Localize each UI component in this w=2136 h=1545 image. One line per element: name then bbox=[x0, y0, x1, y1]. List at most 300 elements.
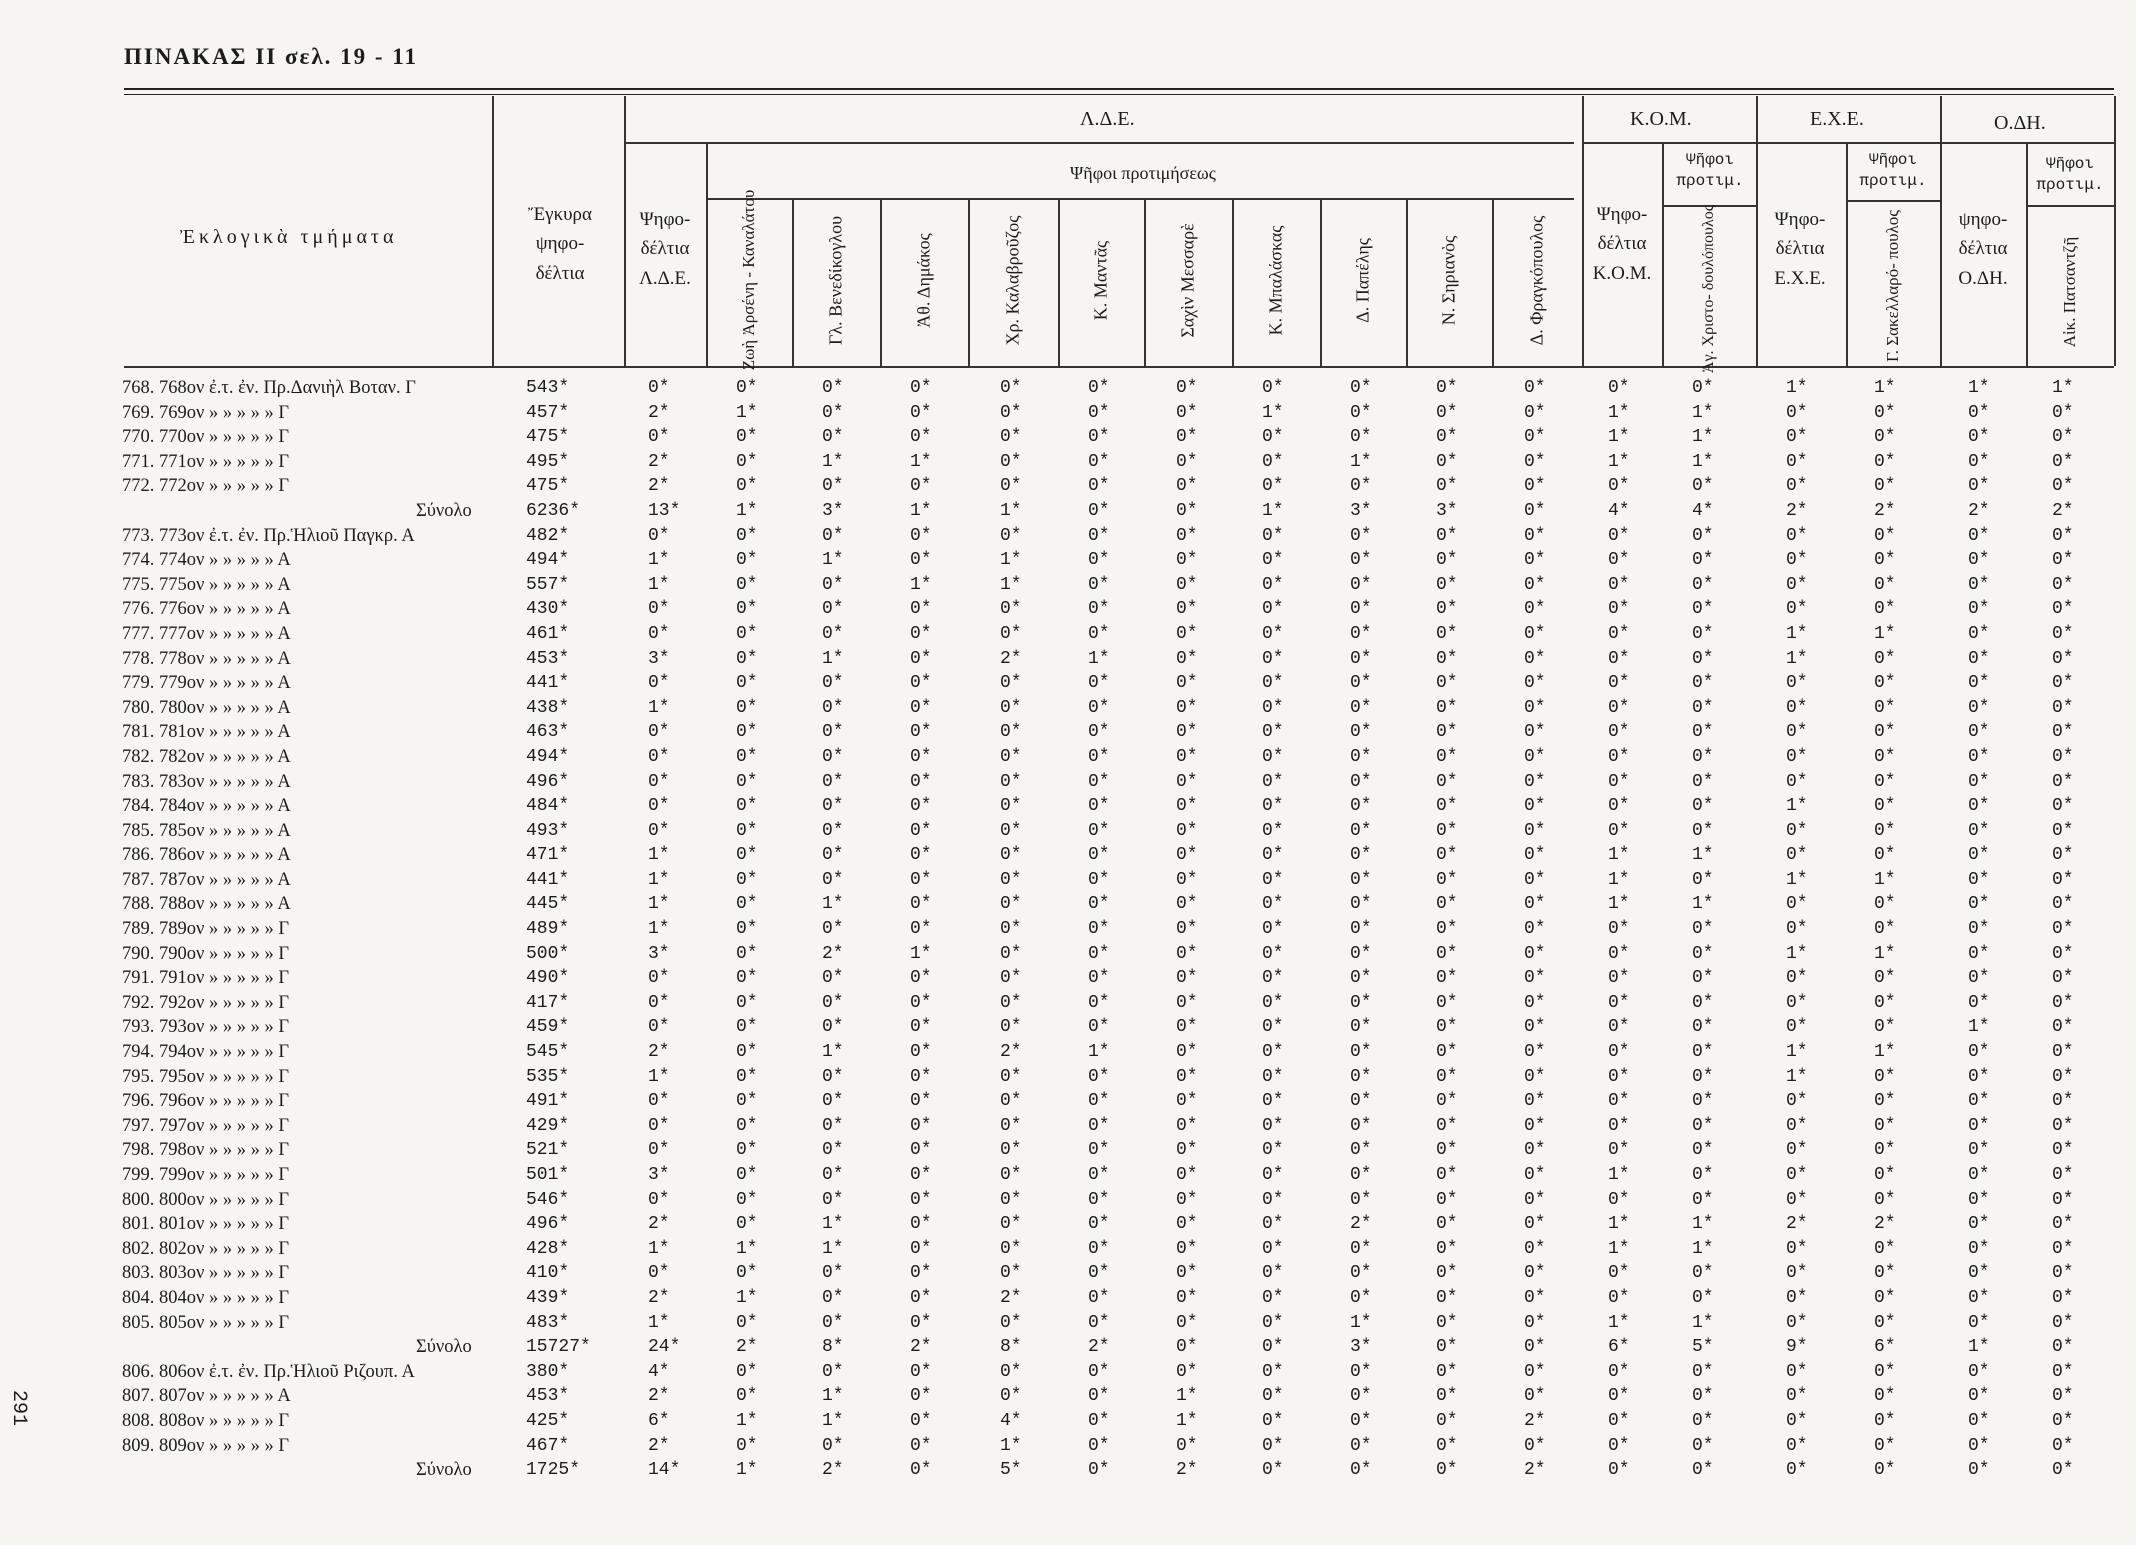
vote-cell: 9* bbox=[1786, 1337, 1808, 1358]
vote-cell: 1* bbox=[1786, 378, 1808, 398]
vote-cell: 0* bbox=[1968, 1312, 1990, 1333]
vote-cell: 1* bbox=[1874, 378, 1896, 398]
vote-cell: 0* bbox=[1692, 1140, 1714, 1161]
vote-cell: 0* bbox=[1000, 378, 1022, 398]
vote-cell: 0* bbox=[736, 746, 758, 767]
vote-cell: 2* bbox=[1176, 1460, 1198, 1481]
vote-cell: 0* bbox=[1350, 1287, 1372, 1308]
vote-cell: 2* bbox=[648, 402, 670, 423]
vote-cell: 0* bbox=[1176, 869, 1198, 890]
vote-cell: 1* bbox=[1608, 1312, 1630, 1333]
header-kom: Κ.Ο.Μ. bbox=[1630, 108, 1692, 130]
vote-cell: 0* bbox=[1608, 550, 1630, 571]
table-row bbox=[0, 698, 2136, 723]
section-label: 784. 784ον » » » » » Α bbox=[122, 796, 291, 817]
vote-cell: 0* bbox=[1176, 673, 1198, 694]
vote-cell: 1* bbox=[2052, 378, 2074, 398]
valid-ballots-cell: 543* bbox=[526, 378, 570, 398]
vote-cell: 0* bbox=[1088, 550, 1110, 571]
vote-cell: 0* bbox=[1608, 623, 1630, 644]
header-ade: Λ.Δ.Ε. bbox=[1080, 108, 1135, 130]
vote-cell: 1* bbox=[1608, 845, 1630, 866]
vote-cell: 0* bbox=[1524, 697, 1546, 718]
vote-cell: 0* bbox=[822, 820, 844, 841]
section-label: 776. 776ον » » » » » Α bbox=[122, 599, 291, 620]
vote-cell: 0* bbox=[1176, 1337, 1198, 1358]
table-row bbox=[0, 599, 2136, 624]
vote-cell: 0* bbox=[1874, 427, 1896, 448]
vote-cell: 0* bbox=[1786, 1140, 1808, 1161]
vote-cell: 0* bbox=[1436, 1017, 1458, 1038]
table-row bbox=[0, 1091, 2136, 1116]
vote-cell: 0* bbox=[1874, 1460, 1896, 1481]
vote-cell: 0* bbox=[1088, 722, 1110, 743]
vote-cell: 0* bbox=[1524, 623, 1546, 644]
vote-cell: 0* bbox=[1968, 1410, 1990, 1431]
vote-cell: 0* bbox=[1608, 599, 1630, 620]
vote-cell: 0* bbox=[648, 1263, 670, 1284]
vote-cell: 0* bbox=[1608, 1042, 1630, 1063]
vote-cell: 0* bbox=[736, 378, 758, 398]
vote-cell: 2* bbox=[648, 1287, 670, 1308]
vote-cell: 0* bbox=[1524, 476, 1546, 497]
table-row bbox=[0, 1165, 2136, 1190]
vote-cell: 0* bbox=[736, 1115, 758, 1136]
table-row bbox=[0, 1313, 2136, 1338]
vote-cell: 0* bbox=[1968, 869, 1990, 890]
vote-cell: 0* bbox=[1000, 673, 1022, 694]
vote-cell: 0* bbox=[736, 476, 758, 497]
vote-cell: 0* bbox=[910, 919, 932, 940]
vote-cell: 0* bbox=[2052, 722, 2074, 743]
vote-cell: 0* bbox=[1874, 1115, 1896, 1136]
vote-cell: 0* bbox=[1874, 1165, 1896, 1185]
section-label: 785. 785ον » » » » » Α bbox=[122, 820, 291, 841]
vote-cell: 0* bbox=[1088, 845, 1110, 866]
vote-cell: 0* bbox=[1968, 673, 1990, 694]
vote-cell: 1* bbox=[1692, 845, 1714, 866]
vote-cell: 0* bbox=[1350, 919, 1372, 940]
vote-cell: 0* bbox=[1350, 1386, 1372, 1407]
vote-cell: 0* bbox=[1262, 673, 1284, 694]
vote-cell: 0* bbox=[1176, 1165, 1198, 1185]
vote-cell: 0* bbox=[736, 869, 758, 890]
vote-cell: 0* bbox=[1262, 648, 1284, 669]
vote-cell: 1* bbox=[1608, 1214, 1630, 1235]
vote-cell: 0* bbox=[2052, 1263, 2074, 1284]
vote-cell: 0* bbox=[1968, 599, 1990, 620]
valid-ballots-cell: 557* bbox=[526, 574, 570, 595]
vote-cell: 0* bbox=[822, 722, 844, 743]
vote-cell: 0* bbox=[1436, 476, 1458, 497]
candidate-3: Ἀθ. Δημάκος bbox=[913, 233, 934, 328]
vote-cell: 0* bbox=[1874, 648, 1896, 669]
vote-cell: 0* bbox=[2052, 894, 2074, 915]
vote-cell: 0* bbox=[1874, 894, 1896, 915]
vote-cell: 0* bbox=[2052, 820, 2074, 841]
table-row bbox=[0, 821, 2136, 846]
table-row bbox=[0, 944, 2136, 969]
table-row bbox=[0, 403, 2136, 428]
vote-cell: 0* bbox=[1000, 796, 1022, 817]
vote-cell: 0* bbox=[736, 796, 758, 817]
valid-ballots-cell: 6236* bbox=[526, 500, 581, 521]
vote-cell: 2* bbox=[1524, 1460, 1546, 1481]
section-label: 802. 802ον » » » » » Γ bbox=[122, 1238, 290, 1259]
vote-cell: 0* bbox=[736, 1312, 758, 1333]
vote-cell: 0* bbox=[1874, 771, 1896, 792]
vote-cell: 0* bbox=[1608, 1460, 1630, 1481]
header-bottom-rule bbox=[124, 366, 2114, 368]
page-number: 291 bbox=[7, 1390, 30, 1427]
vote-cell: 1* bbox=[910, 451, 932, 472]
vote-cell: 0* bbox=[1524, 1263, 1546, 1284]
vote-cell: 0* bbox=[822, 1189, 844, 1210]
vote-cell: 0* bbox=[1000, 919, 1022, 940]
table-row bbox=[0, 772, 2136, 797]
vote-cell: 0* bbox=[822, 1115, 844, 1136]
valid-ballots-cell: 425* bbox=[526, 1410, 570, 1431]
vline-1 bbox=[492, 96, 494, 366]
vote-cell: 0* bbox=[1000, 1214, 1022, 1235]
vote-cell: 0* bbox=[1088, 599, 1110, 620]
vote-cell: 2* bbox=[1786, 1214, 1808, 1235]
vote-cell: 5* bbox=[1000, 1460, 1022, 1481]
candidate-exe: Γ. Σακελλαρό- πουλος bbox=[1883, 209, 1902, 363]
vote-cell: 0* bbox=[910, 1115, 932, 1136]
vote-cell: 2* bbox=[822, 943, 844, 964]
vote-cell: 0* bbox=[910, 1238, 932, 1259]
vote-cell: 0* bbox=[1176, 1189, 1198, 1210]
vote-cell: 0* bbox=[1786, 1386, 1808, 1407]
top-rule bbox=[124, 88, 2114, 90]
vote-cell: 0* bbox=[1524, 820, 1546, 841]
vote-cell: 0* bbox=[1436, 869, 1458, 890]
vote-cell: 0* bbox=[1262, 623, 1284, 644]
vote-cell: 0* bbox=[1608, 525, 1630, 546]
vote-cell: 0* bbox=[1786, 820, 1808, 841]
section-label: 788. 788ον » » » » » Α bbox=[122, 894, 291, 915]
vote-cell: 0* bbox=[1350, 1435, 1372, 1456]
vote-cell: 0* bbox=[1000, 1165, 1022, 1185]
vote-cell: 0* bbox=[1176, 1042, 1198, 1063]
vote-cell: 0* bbox=[1968, 1361, 1990, 1382]
vote-cell: 0* bbox=[2052, 746, 2074, 767]
vote-cell: 0* bbox=[1350, 1263, 1372, 1284]
table-row bbox=[0, 624, 2136, 649]
vote-cell: 0* bbox=[736, 574, 758, 595]
vote-cell: 0* bbox=[1692, 525, 1714, 546]
vote-cell: 0* bbox=[1524, 746, 1546, 767]
vote-cell: 0* bbox=[1436, 451, 1458, 472]
vote-cell: 0* bbox=[1436, 1189, 1458, 1210]
section-label: 805. 805ον » » » » » Γ bbox=[122, 1312, 290, 1333]
vote-cell: 0* bbox=[648, 378, 670, 398]
vote-cell: 1* bbox=[1608, 894, 1630, 915]
vote-cell: 0* bbox=[1968, 796, 1990, 817]
vote-cell: 0* bbox=[1350, 1115, 1372, 1136]
valid-ballots-cell: 500* bbox=[526, 943, 570, 964]
vote-cell: 0* bbox=[1350, 1140, 1372, 1161]
vote-cell: 0* bbox=[1692, 648, 1714, 669]
section-label: 792. 792ον » » » » » Γ bbox=[122, 992, 290, 1013]
vote-cell: 0* bbox=[1350, 697, 1372, 718]
vote-cell: 0* bbox=[822, 599, 844, 620]
vote-cell: 1* bbox=[736, 500, 758, 521]
valid-ballots-cell: 496* bbox=[526, 1214, 570, 1235]
vote-cell: 0* bbox=[1968, 1386, 1990, 1407]
candidate-kom: Ἀγ. Χριστο- δουλόπουλος bbox=[1700, 204, 1717, 374]
vote-cell: 2* bbox=[1874, 500, 1896, 521]
vote-cell: 0* bbox=[1786, 451, 1808, 472]
vote-cell: 0* bbox=[736, 771, 758, 792]
vote-cell: 0* bbox=[822, 402, 844, 423]
section-label: 809. 809ον » » » » » Γ bbox=[122, 1435, 290, 1456]
vote-cell: 0* bbox=[2052, 1287, 2074, 1308]
valid-ballots-cell: 457* bbox=[526, 402, 570, 423]
vote-cell: 0* bbox=[1786, 1017, 1808, 1038]
vote-cell: 0* bbox=[1692, 623, 1714, 644]
section-label: 790. 790ον » » » » » Γ bbox=[122, 943, 290, 964]
header-exe: Ε.Χ.Ε. bbox=[1810, 108, 1864, 130]
vote-cell: 0* bbox=[1968, 574, 1990, 595]
vote-cell: 0* bbox=[1088, 771, 1110, 792]
section-label: 808. 808ον » » » » » Γ bbox=[122, 1410, 290, 1431]
vote-cell: 0* bbox=[1968, 1214, 1990, 1235]
table-row bbox=[0, 894, 2136, 919]
vote-cell: 0* bbox=[1874, 1410, 1896, 1431]
vote-cell: 0* bbox=[1786, 574, 1808, 595]
vote-cell: 0* bbox=[1874, 1287, 1896, 1308]
vote-cell: 0* bbox=[648, 623, 670, 644]
vote-cell: 0* bbox=[1786, 673, 1808, 694]
vline-13 bbox=[1582, 96, 1584, 366]
vote-cell: 0* bbox=[1608, 722, 1630, 743]
vote-cell: 0* bbox=[1262, 845, 1284, 866]
vote-cell: 0* bbox=[1000, 894, 1022, 915]
vote-cell: 3* bbox=[648, 943, 670, 964]
vote-cell: 0* bbox=[1436, 894, 1458, 915]
vote-cell: 0* bbox=[736, 919, 758, 940]
table-row bbox=[0, 1362, 2136, 1387]
table-row bbox=[0, 1214, 2136, 1239]
vote-cell: 2* bbox=[2052, 500, 2074, 521]
vote-cell: 0* bbox=[1524, 1435, 1546, 1456]
vote-cell: 0* bbox=[1608, 673, 1630, 694]
vote-cell: 0* bbox=[2052, 771, 2074, 792]
vote-cell: 0* bbox=[1436, 796, 1458, 817]
vote-cell: 0* bbox=[1176, 722, 1198, 743]
vote-cell: 0* bbox=[1524, 648, 1546, 669]
vote-cell: 0* bbox=[1968, 1189, 1990, 1210]
vote-cell: 0* bbox=[1262, 1140, 1284, 1161]
vote-cell: 1* bbox=[822, 1410, 844, 1431]
vote-cell: 0* bbox=[2052, 919, 2074, 940]
vote-cell: 0* bbox=[1968, 1042, 1990, 1063]
vote-cell: 1* bbox=[648, 1066, 670, 1087]
vote-cell: 0* bbox=[910, 1263, 932, 1284]
vote-cell: 3* bbox=[1350, 500, 1372, 521]
vote-cell: 0* bbox=[1524, 1361, 1546, 1382]
vote-cell: 4* bbox=[1608, 500, 1630, 521]
vote-cell: 0* bbox=[1524, 1066, 1546, 1087]
vote-cell: 2* bbox=[1968, 500, 1990, 521]
vote-cell: 0* bbox=[1088, 427, 1110, 448]
vote-cell: 0* bbox=[2052, 943, 2074, 964]
vote-cell: 0* bbox=[1000, 697, 1022, 718]
vote-cell: 0* bbox=[2052, 402, 2074, 423]
vote-cell: 0* bbox=[1436, 697, 1458, 718]
vote-cell: 0* bbox=[1436, 1435, 1458, 1456]
vote-cell: 0* bbox=[1176, 919, 1198, 940]
section-label: 773. 773ον ἐ.τ. ἐν. Πρ.Ἡλιοῦ Παγκρ. Α bbox=[122, 525, 415, 546]
table-row bbox=[0, 870, 2136, 895]
vote-cell: 0* bbox=[1436, 1214, 1458, 1235]
valid-ballots-cell: 467* bbox=[526, 1435, 570, 1456]
vote-cell: 0* bbox=[1262, 1287, 1284, 1308]
vote-cell: 0* bbox=[1436, 402, 1458, 423]
vote-cell: 0* bbox=[1436, 1312, 1458, 1333]
table-row bbox=[0, 575, 2136, 600]
vote-cell: 14* bbox=[648, 1460, 681, 1481]
section-label: 793. 793ον » » » » » Γ bbox=[122, 1017, 290, 1038]
vote-cell: 0* bbox=[822, 771, 844, 792]
vote-cell: 0* bbox=[1350, 427, 1372, 448]
section-label: 806. 806ον ἐ.τ. ἐν. Πρ.Ἡλιοῦ Ριζουπ. Α bbox=[122, 1361, 415, 1382]
vote-cell: 0* bbox=[1968, 746, 1990, 767]
vote-cell: 0* bbox=[1436, 1460, 1458, 1481]
vote-cell: 0* bbox=[1436, 574, 1458, 595]
vote-cell: 0* bbox=[1436, 648, 1458, 669]
vote-cell: 0* bbox=[1176, 771, 1198, 792]
vote-cell: 0* bbox=[1968, 402, 1990, 423]
vote-cell: 0* bbox=[1000, 820, 1022, 841]
vote-cell: 0* bbox=[1436, 992, 1458, 1013]
vote-cell: 0* bbox=[822, 525, 844, 546]
vote-cell: 0* bbox=[1350, 1189, 1372, 1210]
vote-cell: 0* bbox=[822, 746, 844, 767]
vote-cell: 0* bbox=[1000, 1312, 1022, 1333]
vote-cell: 0* bbox=[1524, 378, 1546, 398]
vote-cell: 0* bbox=[1262, 550, 1284, 571]
vote-cell: 0* bbox=[1176, 1140, 1198, 1161]
vote-cell: 0* bbox=[910, 1140, 932, 1161]
vote-cell: 0* bbox=[1608, 1017, 1630, 1038]
vote-cell: 0* bbox=[1088, 525, 1110, 546]
vline-14 bbox=[1662, 142, 1664, 366]
vote-cell: 0* bbox=[1786, 992, 1808, 1013]
vote-cell: 24* bbox=[648, 1337, 681, 1358]
vote-cell: 0* bbox=[1000, 451, 1022, 472]
vote-cell: 0* bbox=[1968, 525, 1990, 546]
vote-cell: 0* bbox=[1262, 1165, 1284, 1185]
vline-6 bbox=[968, 198, 970, 366]
vote-cell: 0* bbox=[1436, 746, 1458, 767]
vote-cell: 0* bbox=[1350, 820, 1372, 841]
vote-cell: 0* bbox=[648, 992, 670, 1013]
vote-cell: 1* bbox=[1176, 1386, 1198, 1407]
vote-cell: 0* bbox=[1088, 697, 1110, 718]
vote-cell: 0* bbox=[1262, 1017, 1284, 1038]
vote-cell: 0* bbox=[1692, 992, 1714, 1013]
vote-cell: 0* bbox=[1692, 1386, 1714, 1407]
vote-cell: 0* bbox=[1786, 1263, 1808, 1284]
vote-cell: 0* bbox=[1968, 623, 1990, 644]
vote-cell: 0* bbox=[2052, 476, 2074, 497]
vote-cell: 0* bbox=[1786, 919, 1808, 940]
section-label: 768. 768ον ἐ.τ. ἐν. Πρ.Δανιὴλ Βοταν. Γ bbox=[122, 378, 416, 398]
vote-cell: 0* bbox=[1786, 1189, 1808, 1210]
vote-cell: 0* bbox=[1524, 869, 1546, 890]
vote-cell: 0* bbox=[1524, 550, 1546, 571]
vote-cell: 1* bbox=[736, 1287, 758, 1308]
vote-cell: 0* bbox=[1608, 476, 1630, 497]
section-label: 783. 783ον » » » » » Α bbox=[122, 771, 291, 792]
vote-cell: 0* bbox=[2052, 1042, 2074, 1063]
vote-cell: 0* bbox=[1350, 771, 1372, 792]
total-row bbox=[0, 1337, 2136, 1362]
section-label: 799. 799ον » » » » » Γ bbox=[122, 1165, 290, 1185]
vote-cell: 0* bbox=[1350, 476, 1372, 497]
vote-cell: 0* bbox=[1874, 1238, 1896, 1259]
vote-cell: 0* bbox=[2052, 673, 2074, 694]
vote-cell: 0* bbox=[822, 869, 844, 890]
vote-cell: 0* bbox=[736, 1091, 758, 1112]
vote-cell: 0* bbox=[1350, 1066, 1372, 1087]
vote-cell: 0* bbox=[1874, 1066, 1896, 1087]
vote-cell: 0* bbox=[1436, 968, 1458, 989]
vote-cell: 3* bbox=[648, 648, 670, 669]
vote-cell: 1* bbox=[1874, 943, 1896, 964]
kom-group-rule bbox=[1582, 142, 1756, 144]
vote-cell: 0* bbox=[1262, 1337, 1284, 1358]
vote-cell: 1* bbox=[822, 451, 844, 472]
vote-cell: 0* bbox=[1176, 746, 1198, 767]
vote-cell: 0* bbox=[1874, 845, 1896, 866]
table-row bbox=[0, 919, 2136, 944]
vote-cell: 0* bbox=[1968, 1140, 1990, 1161]
table-row bbox=[0, 526, 2136, 551]
vote-cell: 0* bbox=[1262, 525, 1284, 546]
table-row bbox=[0, 796, 2136, 821]
vote-cell: 0* bbox=[910, 1410, 932, 1431]
vote-cell: 0* bbox=[1968, 1115, 1990, 1136]
vote-cell: 0* bbox=[1088, 1263, 1110, 1284]
vote-cell: 0* bbox=[1608, 771, 1630, 792]
vote-cell: 0* bbox=[1350, 943, 1372, 964]
vote-cell: 0* bbox=[1436, 919, 1458, 940]
table-row bbox=[0, 1263, 2136, 1288]
valid-ballots-cell: 459* bbox=[526, 1017, 570, 1038]
vote-cell: 1* bbox=[1968, 378, 1990, 398]
vote-cell: 0* bbox=[736, 722, 758, 743]
vote-cell: 0* bbox=[1608, 1435, 1630, 1456]
vote-cell: 0* bbox=[648, 673, 670, 694]
vote-cell: 0* bbox=[1000, 992, 1022, 1013]
vote-cell: 0* bbox=[2052, 1066, 2074, 1087]
header-exe-ballots: Ψηφο- δέλτια Ε.Χ.Ε. bbox=[1774, 209, 1826, 289]
table-row bbox=[0, 427, 2136, 452]
vote-cell: 0* bbox=[1968, 1066, 1990, 1087]
vote-cell: 2* bbox=[1000, 648, 1022, 669]
vote-cell: 0* bbox=[736, 1165, 758, 1185]
valid-ballots-cell: 475* bbox=[526, 476, 570, 497]
vote-cell: 0* bbox=[1874, 992, 1896, 1013]
vote-cell: 0* bbox=[1874, 968, 1896, 989]
vote-cell: 0* bbox=[1436, 771, 1458, 792]
vote-cell: 0* bbox=[1524, 402, 1546, 423]
vote-cell: 0* bbox=[1262, 1386, 1284, 1407]
